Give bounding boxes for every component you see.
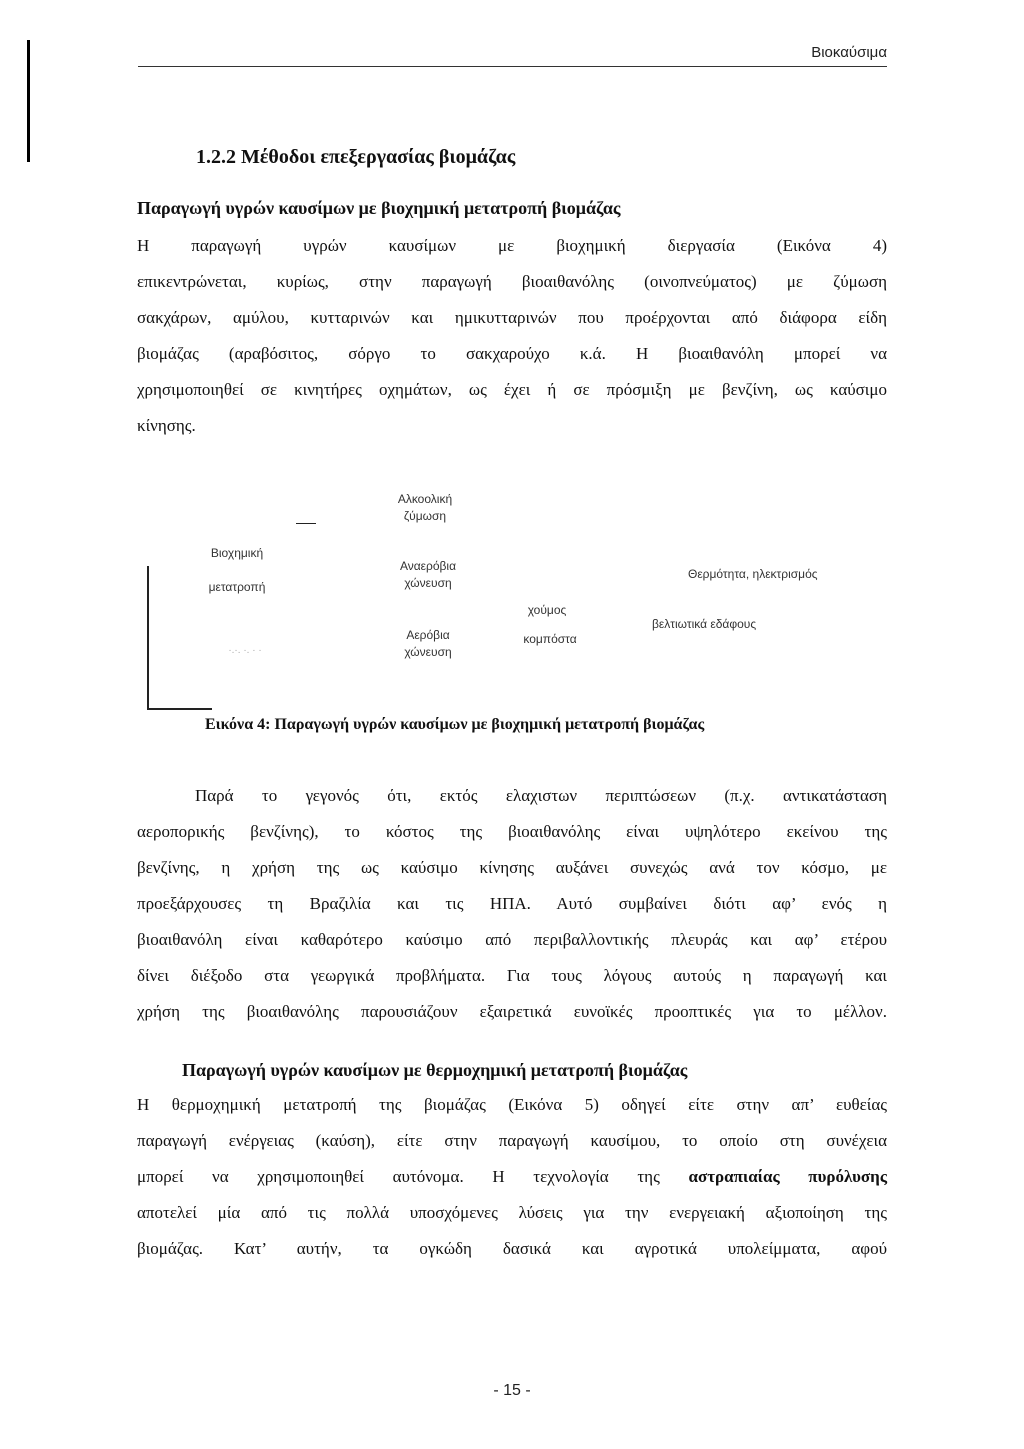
- paragraph-line: αεροπορικής βενζίνης), το κόστος της βιοαιθανόλης είναι υψηλότερο εκείνου της: [137, 822, 887, 841]
- label-compost: κομπόστα: [523, 632, 577, 646]
- label-aerobic: Αερόβια: [406, 628, 450, 642]
- label-anaerobic: Αναερόβια: [399, 559, 457, 573]
- label-heat-power: Θερμότητα, ηλεκτρισμός: [688, 567, 818, 581]
- running-header: Βιοκαύσιμα: [811, 44, 887, 61]
- paragraph-line: σακχάρων, αμύλου, κυτταρινών και ημικυτταρινών που προέρχονται από διάφορα είδη: [137, 308, 887, 327]
- flash-pyrolysis-term: αστραπιαίας πυρόλυσης: [688, 1167, 887, 1186]
- figure-left-bracket: [147, 566, 149, 710]
- paragraph-line: Παρά το γεγονός ότι, εκτός ελαχιστων περιπτώσεων (π.χ. αντικατάσταση: [195, 786, 887, 805]
- subsection-heading-biochemical: Παραγωγή υγρών καυσίμων με βιοχημική μετατροπή βιομάζας: [137, 198, 621, 218]
- label-alcoholic-fermentation: [380, 491, 470, 525]
- paragraph-line: Η θερμοχημική μετατροπή της βιομάζας (Εικόνα 5) οδηγεί είτε στην απ’ ευθείας: [137, 1095, 887, 1114]
- label-conversion: μετατροπή: [208, 580, 266, 594]
- paragraph-line: επικεντρώνεται, κυρίως, στην παραγωγή βιοαιθανόλης (οινοπνεύματος) με ζύμωση: [137, 272, 887, 291]
- figure-dash: [296, 523, 316, 524]
- figure-bottom-bracket: [147, 708, 212, 710]
- margin-bar: [27, 40, 30, 162]
- label-soil-improvers: βελτιωτικά εδάφους: [652, 617, 757, 631]
- paragraph-line: προεξάρχουσες τη Βραζιλία και τις ΗΠΑ. Αυτό συμβαίνει διότι αφ’ ενός η: [137, 894, 887, 913]
- paragraph-thermochemical: [137, 1087, 887, 1267]
- paragraph-line: βενζίνης, η χρήση της ως καύσιμο κίνησης αυξάνει συνεχώς ανά τον κόσμο, με: [137, 858, 887, 877]
- paragraph-line: Η παραγωγή υγρών καυσίμων με βιοχημική διεργασία (Εικόνα 4): [137, 236, 887, 255]
- label-biochemical: Βιοχημική: [210, 546, 264, 560]
- label-faint: ·.·. ·. · ·: [228, 645, 262, 656]
- label-biochemical-conversion: [192, 545, 282, 596]
- paragraph-line: δίνει διέξοδο στα γεωργικά προβλήματα. Για τους λόγους αυτούς η παραγωγή και: [137, 966, 887, 985]
- label-digestion: χώνευση: [404, 645, 452, 659]
- paragraph-line: βιομάζας. Κατ’ αυτήν, τα ογκώδη δασικά και αγροτικά υπολείμματα, αφού: [137, 1239, 887, 1258]
- section-title: 1.2.2 Μέθοδοι επεξεργασίας βιομάζας: [196, 146, 516, 168]
- paragraph-bioethanol-cost: [137, 778, 887, 1030]
- paragraph-line: βιομάζας (αραβόσιτος, σόργο το σακχαρούχο κ.ά. Η βιοαιθανόλη μπορεί να: [137, 344, 887, 363]
- paragraph-line: αποτελεί μία από τις πολλά υποσχόμενες λύσεις για την ενεργειακή αξιοποίηση της: [137, 1203, 887, 1222]
- paragraph-biochemical: [137, 228, 887, 444]
- figure-caption: Εικόνα 4: Παραγωγή υγρών καυσίμων με βιοχημική μετατροπή βιομάζας: [205, 716, 705, 733]
- label-alcoholic: Αλκοολική: [397, 492, 453, 506]
- paragraph-line: κίνησης.: [137, 416, 196, 435]
- paragraph-line: χρησιμοποιηθεί σε κινητήρες οχημάτων, ως έχει ή σε πρόσμιξη με βενζίνη, ως καύσιμο: [137, 380, 887, 399]
- subsection-heading-thermochemical: Παραγωγή υγρών καυσίμων με θερμοχημική μετατροπή βιομάζας: [182, 1060, 688, 1080]
- paragraph-line: [137, 1159, 887, 1195]
- paragraph-line: παραγωγή ενέργειας (καύση), είτε στην παραγωγή καυσίμου, το οποίο στη συνέχεια: [137, 1131, 887, 1150]
- page-number: - 15 -: [493, 1382, 531, 1399]
- paragraph-line: βιοαιθανόλη είναι καθαρότερο καύσιμο από περιβαλλοντικής πλευράς και αφ’ ετέρου: [137, 930, 887, 949]
- label-aerobic-digestion: [383, 627, 473, 661]
- label-humus: χούμος: [527, 603, 567, 617]
- label-fermentation: ζύμωση: [403, 509, 447, 523]
- label-anaerobic-digestion: [383, 558, 473, 592]
- header-rule: [138, 66, 887, 67]
- paragraph-line: χρήση της βιοαιθανόλης παρουσιάζουν εξαιρετικά ευνοϊκές προοπτικές για το μέλλον.: [137, 1002, 887, 1021]
- label-digestion: χώνευση: [404, 576, 452, 590]
- line-text: μπορεί να χρησιμοποιηθεί αυτόνομα. Η τεχνολογία της: [137, 1167, 660, 1186]
